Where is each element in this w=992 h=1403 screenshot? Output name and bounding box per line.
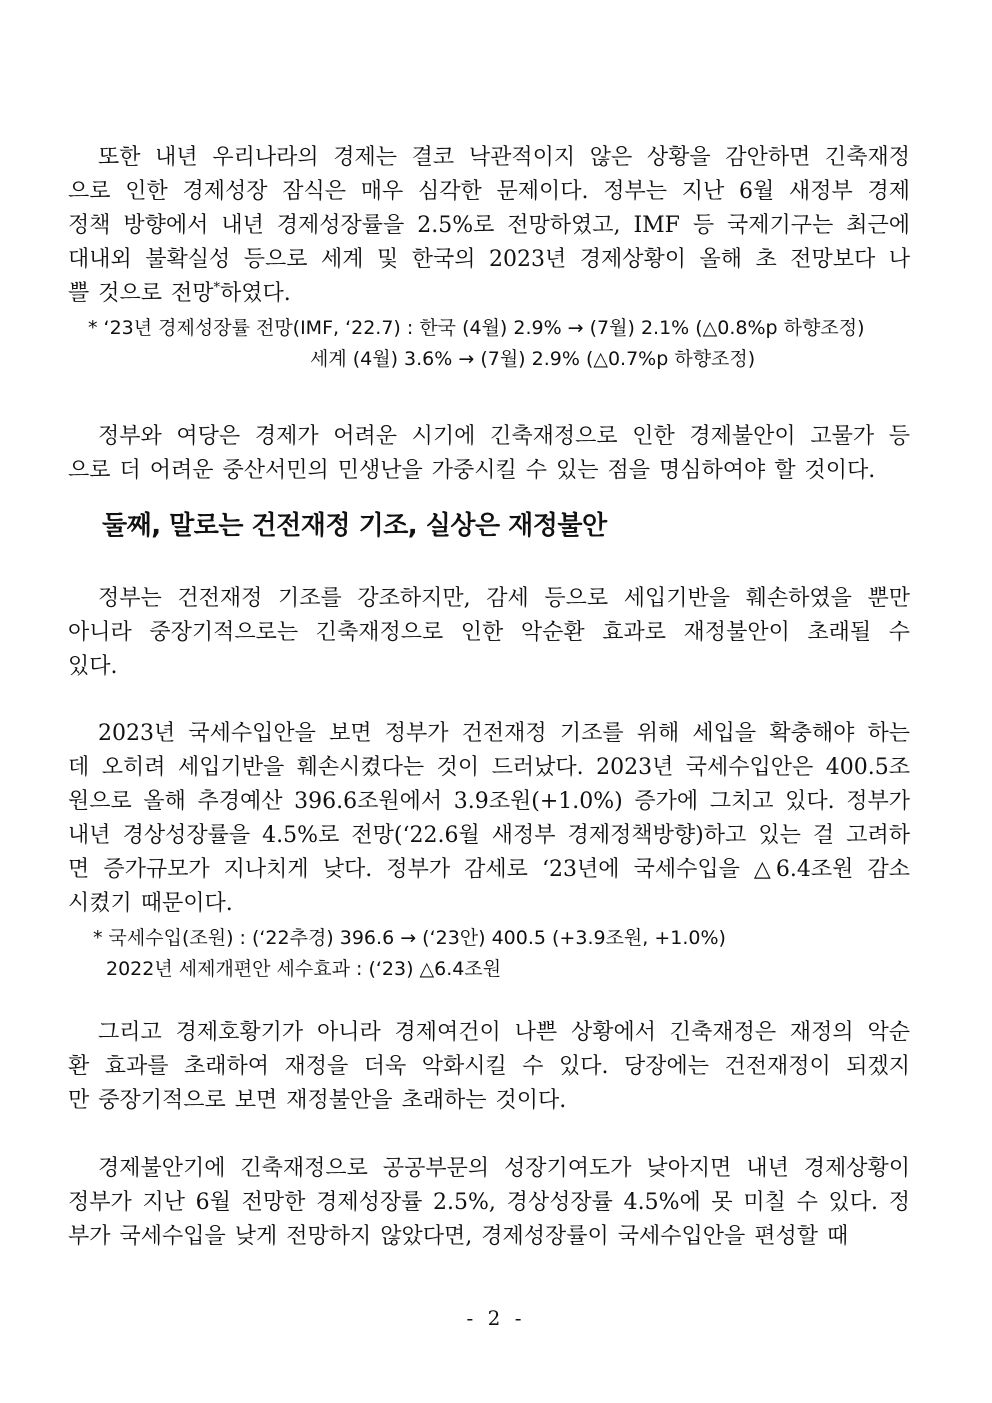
text-line: 정부가 지난 6월 전망한 경제성장률 2.5%, 경상성장률 4.5%에 못 미칠 수 있다. 정 bbox=[68, 1190, 910, 1215]
text-line: 2023년 국세수입안을 보면 정부가 건전재정 기조를 위해 세입을 확충해야 하는 bbox=[98, 721, 910, 746]
text-line: 시켰기 때문이다. bbox=[68, 891, 233, 916]
text-line: 데 오히려 세입기반을 훼손시켰다는 것이 드러났다. 2023년 국세수입안은 400.5조 bbox=[68, 755, 910, 780]
text-line: 쁠 것으로 전망*하였다. bbox=[68, 280, 291, 306]
text-line: 있다. bbox=[68, 654, 118, 679]
text-line: 그리고 경제호황기가 아니라 경제여건이 나쁜 상황에서 긴축재정은 재정의 악순 bbox=[98, 1020, 910, 1045]
text-line: 또한 내년 우리나라의 경제는 결코 낙관적이지 않은 상황을 감안하면 긴축재정 bbox=[98, 145, 910, 170]
text-line: 면 증가규모가 지나치게 낮다. 정부가 감세로 ‘23년에 국세수입을 △6.4조원 감소 bbox=[68, 857, 910, 882]
text-line: * 국세수입(조원) : (‘22추경) 396.6 → (‘23안) 400.5 (+3.9조원, +1.0%) bbox=[93, 927, 726, 949]
text-line: 내년 경상성장률을 4.5%로 전망(‘22.6월 새정부 경제정책방향)하고 있는 걸 고려하 bbox=[68, 823, 910, 848]
footnote-tax-revenue-figures bbox=[93, 923, 910, 985]
text-line: 으로 더 어려운 중산서민의 민생난을 가중시킬 수 있는 점을 명심하여야 할 것이다. bbox=[68, 458, 876, 483]
text-line: 아니라 중장기적으로는 긴축재정으로 인한 악순환 효과로 재정불안이 초래될 수 bbox=[68, 620, 910, 645]
text-line: 세계 (4월) 3.6% → (7월) 2.9% (△0.7%p 하향조정) bbox=[310, 348, 756, 370]
section-heading-second: 둘째, 말로는 건전재정 기조, 실상은 재정불안 bbox=[102, 511, 607, 541]
paragraph-economy-outlook bbox=[68, 141, 910, 311]
text-line: 부가 국세수입을 낮게 전망하지 않았다면, 경제성장률이 국세수입안을 편성할 때 bbox=[68, 1224, 849, 1249]
text-line: 경제불안기에 긴축재정으로 공공부문의 성장기여도가 낮아지면 내년 경제상황이 bbox=[98, 1156, 910, 1181]
paragraph-vicious-cycle bbox=[68, 1016, 910, 1118]
paragraph-growth-contribution bbox=[68, 1152, 910, 1254]
paragraph-government-warning bbox=[68, 420, 910, 488]
text-line: 원으로 올해 추경예산 396.6조원에서 3.9조원(+1.0%) 증가에 그치고 있다. 정부가 bbox=[68, 789, 910, 814]
text-line: 만 중장기적으로 보면 재정불안을 초래하는 것이다. bbox=[68, 1088, 567, 1113]
text-line: 정부는 건전재정 기조를 강조하지만, 감세 등으로 세입기반을 훼손하였을 뿐만 bbox=[98, 586, 910, 611]
text-line: * ‘23년 경제성장률 전망(IMF, ‘22.7) : 한국 (4월) 2.9% → (7월) 2.1% (△0.8%p 하향조정) bbox=[88, 317, 865, 339]
text-line: 환 효과를 초래하여 재정을 더욱 악화시킬 수 있다. 당장에는 건전재정이 되겠지 bbox=[68, 1054, 910, 1079]
text-line: 정부와 여당은 경제가 어려운 시기에 긴축재정으로 인한 경제불안이 고물가 등 bbox=[98, 424, 910, 449]
text-line: 으로 인한 경제성장 잠식은 매우 심각한 문제이다. 정부는 지난 6월 새정부 경제 bbox=[68, 179, 910, 204]
paragraph-fiscal-soundness bbox=[68, 582, 910, 684]
text-line: 2022년 세제개편안 세수효과 : (‘23) △6.4조원 bbox=[106, 958, 502, 980]
paragraph-tax-revenue-plan bbox=[68, 717, 910, 921]
text-line: 대내외 불확실성 등으로 세계 및 한국의 2023년 경제상황이 올해 초 전망보다 나 bbox=[68, 247, 910, 272]
footnote-imf-growth-forecast bbox=[88, 313, 910, 375]
footnote-reference-mark: * bbox=[213, 280, 220, 296]
page-number: - 2 - bbox=[466, 1306, 526, 1330]
text-line: 정책 방향에서 내년 경제성장률을 2.5%로 전망하였고, IMF 등 국제기구는 최근에 bbox=[68, 213, 910, 238]
